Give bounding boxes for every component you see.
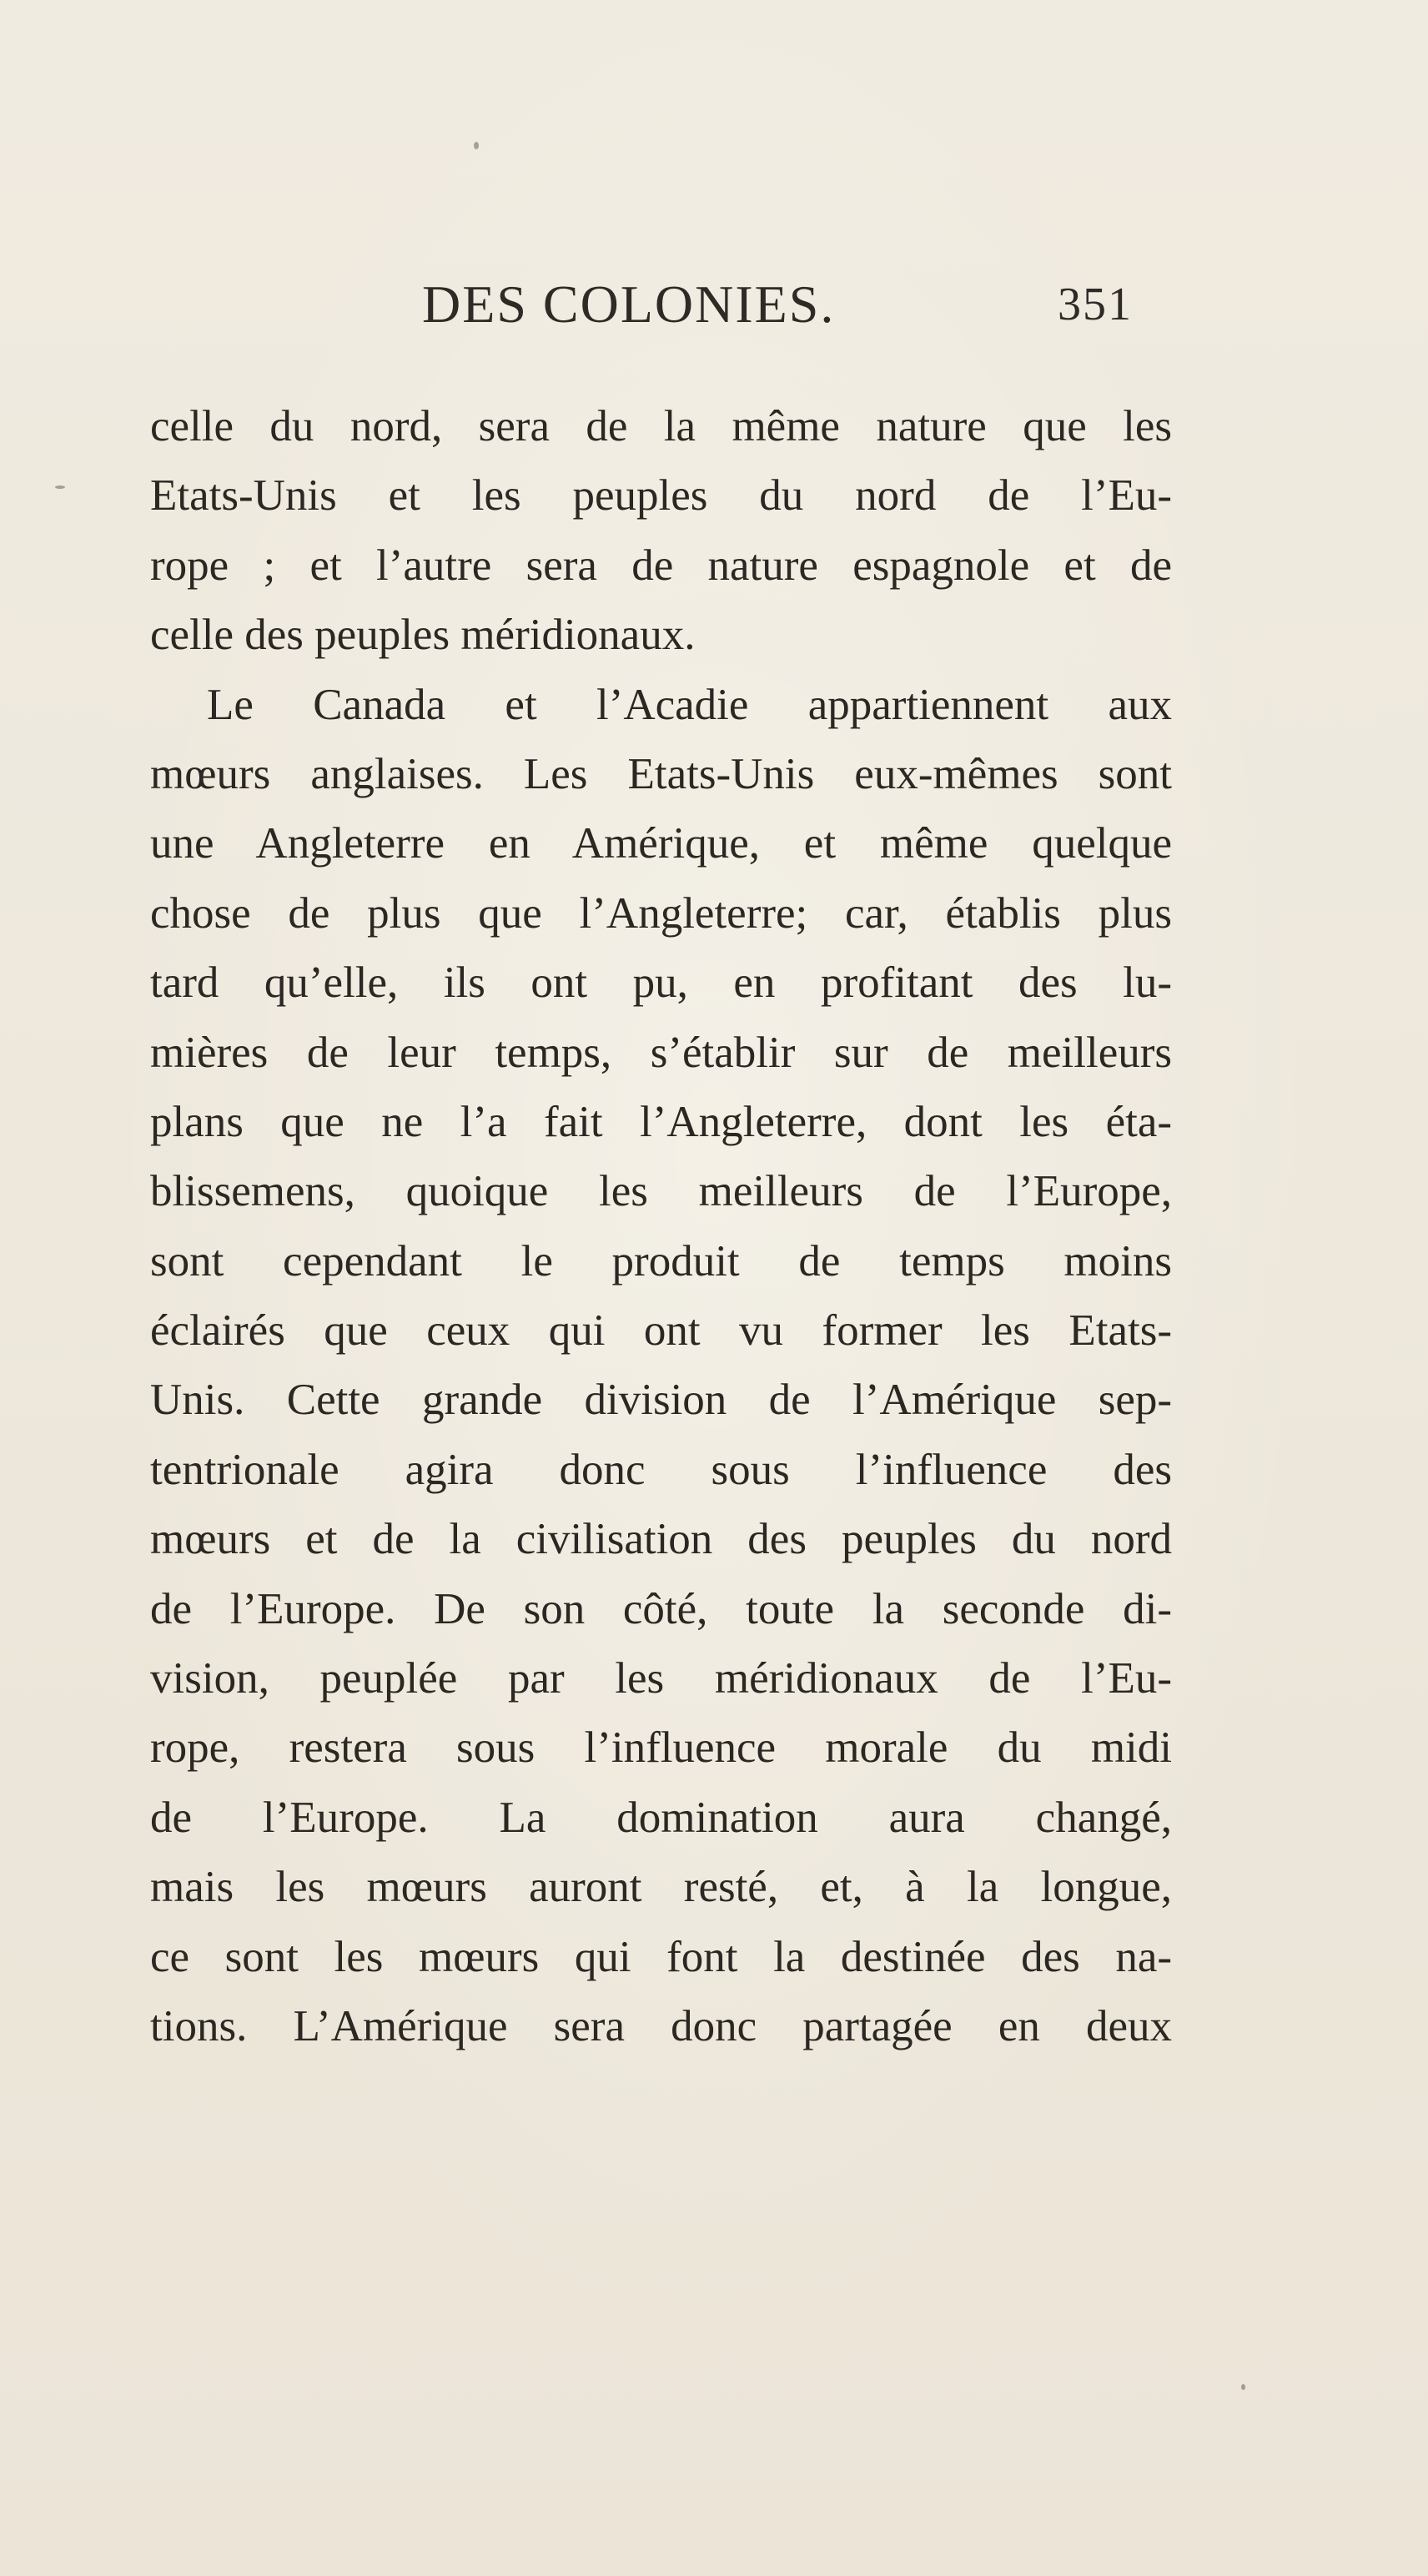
text-line-paragraph-start: Le Canada et l’Acadie appartiennent aux [207, 680, 1172, 729]
text-line: sont cependant le produit de temps moins [150, 1236, 1172, 1285]
running-head [0, 271, 1428, 338]
body-text [150, 392, 1172, 2061]
text-line: rope, restera sous l’influence morale du midi [150, 1723, 1172, 1773]
text-line: chose de plus que l’Angleterre; car, établis plus [150, 888, 1172, 938]
text-line: éclairés que ceux qui ont vu former les Etats- [150, 1306, 1172, 1356]
text-line: rope ; et l’autre sera de nature espagnole et de [150, 541, 1172, 590]
text-line: Etats-Unis et les peuples du nord de l’Eu- [150, 471, 1172, 521]
paper-speck [474, 142, 479, 149]
page-number: 351 [1058, 279, 1133, 330]
text-line: mières de leur temps, s’établir sur de meilleurs [150, 1028, 1172, 1077]
text-line: tard qu’elle, ils ont pu, en profitant des lu- [150, 958, 1172, 1008]
text-line: de l’Europe. De son côté, toute la seconde di- [150, 1584, 1172, 1633]
text-line: une Angleterre en Amérique, et même quelque [150, 819, 1172, 868]
text-line: plans que ne l’a fait l’Angleterre, dont les éta- [150, 1097, 1172, 1146]
text-line: mais les mœurs auront resté, et, à la longue, [150, 1863, 1172, 1912]
running-head-title: DES COLONIES. [422, 274, 836, 334]
text-line: blissemens, quoique les meilleurs de l’Europe, [150, 1167, 1172, 1216]
text-line: Unis. Cette grande division de l’Amérique sep- [150, 1376, 1172, 1425]
paper-speck [55, 486, 65, 489]
paper-speck [1241, 2384, 1245, 2390]
text-line: tentrionale agira donc sous l’influence des [150, 1445, 1172, 1494]
text-line: mœurs et de la civilisation des peuples du nord [150, 1515, 1172, 1564]
text-line: tions. L’Amérique sera donc partagée en deux [150, 2001, 1172, 2050]
text-line: ce sont les mœurs qui font la destinée des na- [150, 1932, 1172, 1981]
text-line: vision, peuplée par les méridionaux de l’Eu- [150, 1654, 1172, 1703]
text-line: de l’Europe. La domination aura changé, [150, 1793, 1172, 1842]
text-line: mœurs anglaises. Les Etats-Unis eux-mêmes sont [150, 749, 1172, 798]
text-line: celle du nord, sera de la même nature que les [150, 402, 1172, 450]
text-line: celle des peuples méridionaux. [150, 611, 696, 660]
